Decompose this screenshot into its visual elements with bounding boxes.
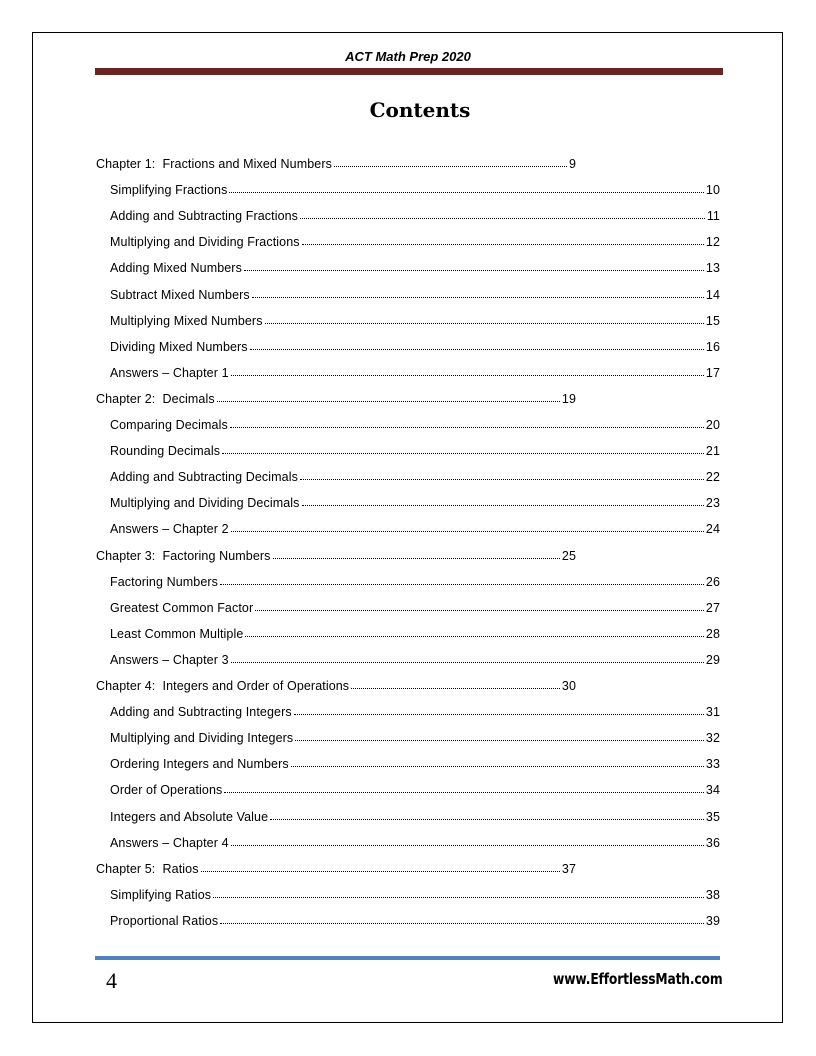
toc-entry-page: 24 <box>705 522 720 537</box>
toc-entry-label: Multiplying Mixed Numbers <box>110 313 263 328</box>
toc-entry-label: Dividing Mixed Numbers <box>110 339 248 354</box>
toc-entry-page: 37 <box>561 861 576 876</box>
toc-entry-page: 15 <box>705 313 720 328</box>
toc-entry-label: Order of Operations <box>110 783 223 798</box>
toc-chapter-entry[interactable] <box>96 547 576 563</box>
toc-section-entry[interactable] <box>110 468 720 484</box>
toc-entry-label: Comparing Decimals <box>110 418 228 432</box>
toc-entry-page: 26 <box>705 574 720 589</box>
footer-page-number: 4 <box>106 968 117 993</box>
toc-entry-page: 13 <box>705 261 720 276</box>
toc-entry-page: 35 <box>705 809 720 824</box>
dot-leader <box>201 871 560 872</box>
toc-entry-label: Adding and Subtracting Integers <box>110 705 292 720</box>
toc-section-entry[interactable] <box>110 233 720 249</box>
dot-leader <box>334 166 567 167</box>
footer-rule <box>95 956 720 960</box>
dot-leader <box>224 792 704 793</box>
toc-entry-label: Integers and Absolute Value <box>110 809 269 824</box>
toc-entry-label: Proportional Ratios <box>110 913 219 928</box>
toc-entry-page: 38 <box>705 887 720 902</box>
toc-section-entry[interactable] <box>110 599 720 615</box>
dot-leader <box>245 636 703 637</box>
toc-entry-label: Chapter 4: Integers and Order of Operations <box>96 679 350 693</box>
toc-section-entry[interactable] <box>110 912 720 928</box>
contents-heading: Contents <box>369 98 471 122</box>
running-header-title: ACT Math Prep 2020 <box>345 49 471 64</box>
toc-entry-label: Chapter 5: Ratios <box>96 861 199 876</box>
toc-entry-label: Factoring Numbers <box>110 574 218 589</box>
toc-entry-label: Adding and Subtracting Fractions <box>110 209 299 224</box>
toc-entry-page: 12 <box>705 235 720 250</box>
toc-entry-page: 16 <box>705 339 720 354</box>
toc-entry-page: 21 <box>705 444 720 459</box>
dot-leader <box>220 584 704 585</box>
toc-entry-label: Simplifying Fractions <box>110 183 228 198</box>
toc-section-entry[interactable] <box>110 442 720 458</box>
toc-section-entry[interactable] <box>110 886 720 902</box>
toc-section-entry[interactable] <box>110 808 720 824</box>
toc-section-entry[interactable] <box>110 312 720 328</box>
dot-leader <box>252 297 704 298</box>
toc-section-entry[interactable] <box>110 259 720 275</box>
toc-entry-label: Adding Mixed Numbers <box>110 261 242 276</box>
toc-entry-page: 39 <box>705 913 720 928</box>
toc-section-entry[interactable] <box>110 781 720 797</box>
toc-entry-label: Answers – Chapter 1 <box>110 365 229 380</box>
toc-entry-page: 22 <box>705 470 720 485</box>
dot-leader <box>217 401 560 402</box>
toc-entry-page: 19 <box>561 391 576 406</box>
toc-entry-label: Adding and Subtracting Decimals <box>110 470 298 485</box>
toc-chapter-entry[interactable] <box>96 677 576 693</box>
toc-section-entry[interactable] <box>110 286 720 302</box>
toc-section-entry[interactable] <box>110 573 720 589</box>
toc-entry-label: Rounding Decimals <box>110 444 221 459</box>
toc-entry-page: 20 <box>705 418 720 432</box>
toc-entry-page: 23 <box>705 496 720 511</box>
toc-entry-label: Multiplying and Dividing Integers <box>110 731 294 746</box>
dot-leader <box>255 610 704 611</box>
dot-leader <box>222 453 704 454</box>
toc-entry-page: 9 <box>568 157 576 171</box>
dot-leader <box>270 819 704 820</box>
toc-chapter-entry[interactable] <box>96 155 576 171</box>
toc-section-entry[interactable] <box>110 207 720 223</box>
toc-entry-label: Answers – Chapter 2 <box>110 522 229 537</box>
toc-entry-label: Least Common Multiple <box>110 626 244 641</box>
toc-entry-label: Multiplying and Dividing Decimals <box>110 496 300 511</box>
toc-entry-page: 10 <box>705 183 720 198</box>
toc-entry-label: Simplifying Ratios <box>110 887 212 902</box>
dot-leader <box>295 740 704 741</box>
toc-entry-page: 17 <box>705 365 720 380</box>
toc-entry-page: 11 <box>706 209 720 224</box>
toc-entry-label: Subtract Mixed Numbers <box>110 287 250 302</box>
dot-leader <box>250 349 704 350</box>
toc-entry-label: Ordering Integers and Numbers <box>110 757 289 772</box>
toc-entry-label: Chapter 3: Factoring Numbers <box>96 548 271 563</box>
toc-entry-page: 30 <box>561 679 576 693</box>
dot-leader <box>351 688 560 689</box>
toc-section-entry[interactable] <box>110 520 720 536</box>
toc-entry-page: 29 <box>705 652 720 667</box>
toc-entry-page: 32 <box>705 731 720 746</box>
dot-leader <box>213 897 704 898</box>
toc-section-entry[interactable] <box>110 651 720 667</box>
toc-chapter-entry[interactable] <box>96 390 576 406</box>
toc-entry-label: Answers – Chapter 3 <box>110 652 229 667</box>
dot-leader <box>231 375 704 376</box>
toc-entry-page: 33 <box>705 757 720 772</box>
toc-section-entry[interactable] <box>110 729 720 745</box>
toc-chapter-entry[interactable] <box>96 860 576 876</box>
toc-entry-page: 25 <box>561 548 576 563</box>
dot-leader <box>294 714 704 715</box>
dot-leader <box>230 427 704 428</box>
toc-section-entry[interactable] <box>110 416 720 432</box>
toc-section-entry[interactable] <box>110 338 720 354</box>
toc-section-entry[interactable] <box>110 834 720 850</box>
dot-leader <box>244 270 704 271</box>
toc-entry-label: Answers – Chapter 4 <box>110 835 229 850</box>
toc-section-entry[interactable] <box>110 703 720 719</box>
toc-entry-page: 31 <box>705 705 720 720</box>
toc-section-entry[interactable] <box>110 181 720 197</box>
dot-leader <box>231 531 704 532</box>
dot-leader <box>300 218 705 219</box>
dot-leader <box>273 558 560 559</box>
toc-section-entry[interactable] <box>110 755 720 771</box>
dot-leader <box>302 505 704 506</box>
dot-leader <box>231 662 704 663</box>
toc-entry-label: Chapter 1: Fractions and Mixed Numbers <box>96 157 332 171</box>
dot-leader <box>231 845 704 846</box>
dot-leader <box>229 192 703 193</box>
toc-entry-page: 27 <box>705 600 720 615</box>
toc-entry-label: Greatest Common Factor <box>110 600 254 615</box>
toc-entry-label: Multiplying and Dividing Fractions <box>110 235 300 250</box>
dot-leader <box>220 923 704 924</box>
toc-entry-page: 36 <box>705 835 720 850</box>
toc-section-entry[interactable] <box>110 364 720 380</box>
dot-leader <box>302 244 704 245</box>
toc-entry-label: Chapter 2: Decimals <box>96 391 215 406</box>
toc-entry-page: 14 <box>705 287 720 302</box>
dot-leader <box>265 323 704 324</box>
toc-entry-page: 28 <box>705 626 720 641</box>
toc-entry-page: 34 <box>705 783 720 798</box>
toc-section-entry[interactable] <box>110 494 720 510</box>
dot-leader <box>291 766 704 767</box>
dot-leader <box>300 479 704 480</box>
footer-website: www.EffortlessMath.com <box>553 970 723 988</box>
toc-section-entry[interactable] <box>110 625 720 641</box>
